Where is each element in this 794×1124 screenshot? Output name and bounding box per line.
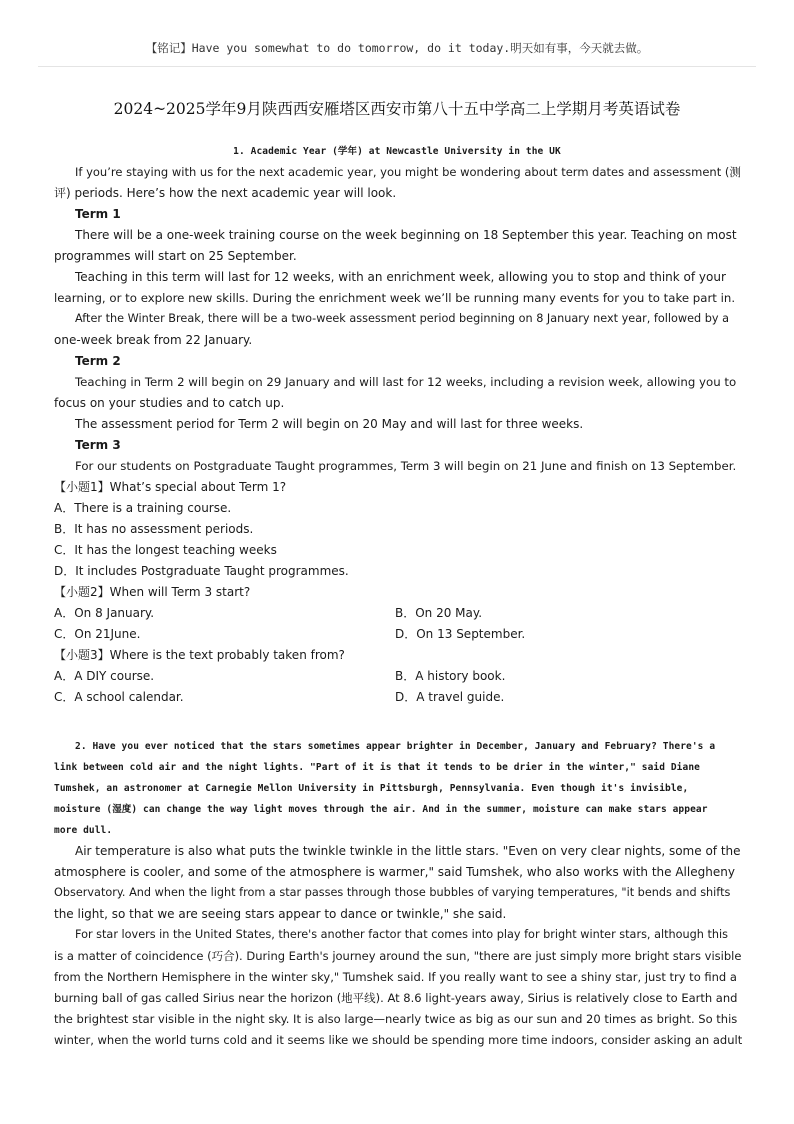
passage1-line: one-week break from 22 January. bbox=[54, 333, 253, 347]
passage2-line: the brightest star visible in the night sky. It is also large—nearly twice as big as our sun and 20 times as bright. So this bbox=[54, 1012, 738, 1026]
passage2-intro-line: Tumshek, an astronomer at Carnegie Mellon University in Pittsburgh, Pennsylvania. Even though it's invisible, bbox=[54, 783, 689, 794]
term2-heading: Term 2 bbox=[75, 354, 121, 368]
question2-option-c[interactable]: C．On 21June. bbox=[54, 627, 141, 641]
question3-stem: 【小题3】Where is the text probably taken from? bbox=[54, 648, 345, 662]
question3-option-b[interactable]: B．A history book. bbox=[395, 669, 506, 683]
passage2-line: Observatory. And when the light from a star passes through those bubbles of varying temperatures, "it bends and shifts bbox=[54, 886, 731, 899]
passage2-line: from the Northern Hemisphere in the winter sky," Tumshek said. If you really want to see a shiny star, just try to find a bbox=[54, 970, 737, 984]
passage1-line: For our students on Postgraduate Taught programmes, Term 3 will begin on 21 June and finish on 13 September. bbox=[75, 459, 737, 473]
passage2-line: winter, when the world turns cold and it seems like we should be spending more time indoors, consider asking an adult bbox=[54, 1033, 743, 1047]
question2-option-a[interactable]: A．On 8 January. bbox=[54, 606, 155, 620]
passage1-line: Teaching in Term 2 will begin on 29 January and will last for 12 weeks, including a revision week, allowing you to bbox=[75, 375, 737, 389]
passage1-line: focus on your studies and to catch up. bbox=[54, 396, 285, 410]
term1-heading: Term 1 bbox=[75, 207, 121, 221]
passage1-title: 1. Academic Year (学年) at Newcastle University in the UK bbox=[233, 146, 561, 157]
question1-stem: 【小题1】What’s special about Term 1? bbox=[54, 480, 287, 494]
passage1-line: programmes will start on 25 September. bbox=[54, 249, 297, 263]
question3-option-d[interactable]: D．A travel guide. bbox=[395, 690, 505, 704]
passage2-line: Air temperature is also what puts the twinkle twinkle in the little stars. "Even on very clear nights, some of the bbox=[75, 844, 741, 858]
passage2-intro-line: 2. Have you ever noticed that the stars sometimes appear brighter in December, January and February? There's a bbox=[75, 741, 716, 752]
question1-option-a[interactable]: A．There is a training course. bbox=[54, 501, 232, 515]
question1-option-d[interactable]: D．It includes Postgraduate Taught programmes. bbox=[54, 564, 349, 578]
passage1-line: After the Winter Break, there will be a two-week assessment period beginning on 8 January next year, followed by a bbox=[75, 312, 729, 325]
passage2-intro-line: moisture (湿度) can change the way light moves through the air. And in the summer, moisture can make stars appear bbox=[54, 804, 708, 815]
passage2-line: atmosphere is cooler, and some of the atmosphere is warmer," said Tumshek, who also works with the Allegheny bbox=[54, 865, 735, 879]
passage2-line: burning ball of gas called Sirius near the horizon (地平线). At 8.6 light-years away, Sirius is relatively close to Earth and bbox=[54, 991, 738, 1005]
question1-option-b[interactable]: B．It has no assessment periods. bbox=[54, 522, 254, 536]
passage2-line: the light, so that we are seeing stars appear to dance or twinkle," she said. bbox=[54, 907, 507, 921]
passage2-intro-line: more dull. bbox=[54, 825, 113, 836]
question3-option-a[interactable]: A．A DIY course. bbox=[54, 669, 155, 683]
question2-stem: 【小题2】When will Term 3 start? bbox=[54, 585, 251, 599]
passage1-line: The assessment period for Term 2 will begin on 20 May and will last for three weeks. bbox=[75, 417, 584, 431]
term3-heading: Term 3 bbox=[75, 438, 121, 452]
passage2-line: For star lovers in the United States, there's another factor that comes into play for bright winter stars, although this bbox=[75, 928, 729, 941]
question1-option-c[interactable]: C．It has the longest teaching weeks bbox=[54, 543, 277, 557]
passage1-line: learning, or to explore new skills. During the enrichment week we’ll be running many events for you to take part in. bbox=[54, 291, 736, 305]
question3-option-c[interactable]: C．A school calendar. bbox=[54, 690, 184, 704]
passage1-line: There will be a one-week training course on the week beginning on 18 September this year. Teaching on most bbox=[75, 228, 737, 242]
document-title: 2024~2025学年9月陕西西安雁塔区西安市第八十五中学高二上学期月考英语试卷 bbox=[113, 100, 681, 118]
header-divider bbox=[38, 66, 756, 67]
passage1-line: If you’re staying with us for the next academic year, you might be wondering about term dates and assessment (测 bbox=[75, 165, 741, 179]
question2-option-d[interactable]: D．On 13 September. bbox=[395, 627, 526, 641]
passage1-line: 评) periods. Here’s how the next academic year will look. bbox=[54, 186, 397, 200]
passage2-line: is a matter of coincidence (巧合). During Earth's journey around the sun, "there are just simply more bright stars visible bbox=[54, 949, 742, 963]
passage2-intro-line: link between cold air and the night lights. "Part of it is that it tends to be drier in the winter," said Diane bbox=[54, 762, 700, 773]
header-motto: 【铭记】Have you somewhat to do tomorrow, do it today.明天如有事，今天就去做。 bbox=[145, 41, 649, 55]
question2-option-b[interactable]: B．On 20 May. bbox=[395, 606, 483, 620]
passage1-line: Teaching in this term will last for 12 weeks, with an enrichment week, allowing you to stop and think of your bbox=[75, 270, 726, 284]
